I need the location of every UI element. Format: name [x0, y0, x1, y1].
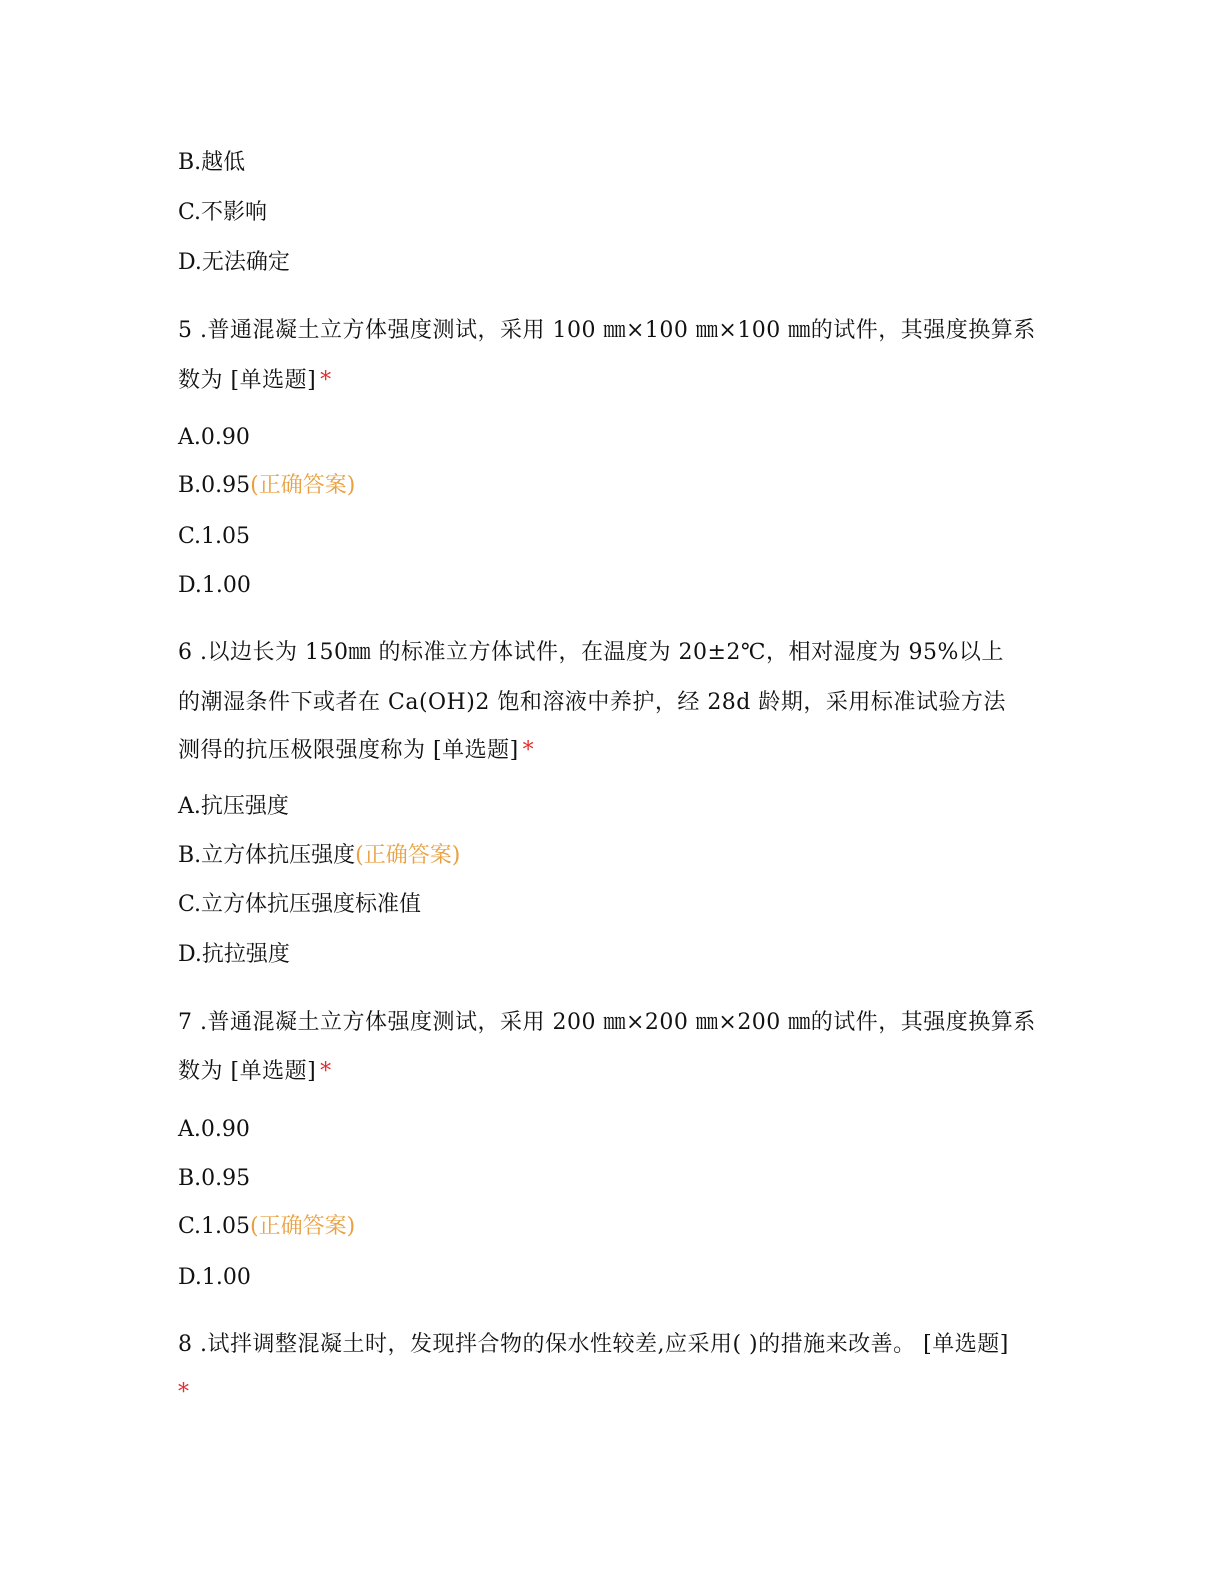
question-6-text-cont2	[178, 736, 534, 766]
question-5-text-cont	[178, 366, 332, 396]
q5-option-b-text: B.0.95	[178, 473, 251, 498]
correct-answer-mark: (正确答案)	[355, 843, 461, 868]
question-6-text: 6 .以边长为 150㎜ 的标准立方体试件，在温度为 20±2℃，相对湿度为 95%以上	[178, 640, 1004, 665]
q6-option-b-text: B.立方体抗压强度	[178, 843, 356, 868]
q5-option-a: A.0.90	[178, 425, 250, 450]
question-8-star-line	[178, 1378, 189, 1408]
q7-option-a: A.0.90	[178, 1117, 250, 1142]
question-7-text-cont	[178, 1057, 332, 1087]
required-star: *	[320, 368, 332, 393]
q7-option-c-text: C.1.05	[178, 1214, 251, 1239]
question-5-text: 5 .普通混凝土立方体强度测试，采用 100 ㎜×100 ㎜×100 ㎜的试件，其强度换算系	[178, 318, 1036, 343]
question-6-text-cont: 的潮湿条件下或者在 Ca(OH)2 饱和溶液中养护，经 28d 龄期，采用标准试验方法	[178, 690, 1006, 715]
q6-option-d: D.抗拉强度	[178, 942, 290, 967]
option-c: C.不影响	[178, 200, 268, 225]
required-star: *	[522, 738, 535, 763]
required-star: *	[178, 1380, 189, 1405]
correct-answer-mark: (正确答案)	[250, 473, 356, 498]
question-5-type: 数为 [单选题]	[178, 368, 317, 393]
q5-option-c: C.1.05	[178, 524, 251, 549]
q5-option-d: D.1.00	[178, 573, 251, 598]
correct-answer-mark: (正确答案)	[250, 1214, 356, 1239]
question-7-type: 数为 [单选题]	[178, 1059, 317, 1084]
question-6-type: 测得的抗压极限强度称为 [单选题]	[178, 738, 519, 763]
q7-option-b: B.0.95	[178, 1166, 251, 1191]
option-b: B.越低	[178, 150, 246, 175]
option-d: D.无法确定	[178, 250, 290, 275]
q6-option-a: A.抗压强度	[178, 794, 289, 819]
question-7-text: 7 .普通混凝土立方体强度测试，采用 200 ㎜×200 ㎜×200 ㎜的试件，其强度换算系	[178, 1010, 1036, 1035]
required-star: *	[320, 1059, 332, 1084]
question-8-text: 8 .试拌调整混凝土时，发现拌合物的保水性较差,应采用( )的措施来改善。 [单选题]	[178, 1332, 1009, 1357]
q6-option-c: C.立方体抗压强度标准值	[178, 892, 422, 917]
q6-option-b	[178, 841, 460, 871]
q7-option-c	[178, 1212, 355, 1242]
q5-option-b	[178, 471, 355, 501]
q7-option-d: D.1.00	[178, 1265, 251, 1290]
